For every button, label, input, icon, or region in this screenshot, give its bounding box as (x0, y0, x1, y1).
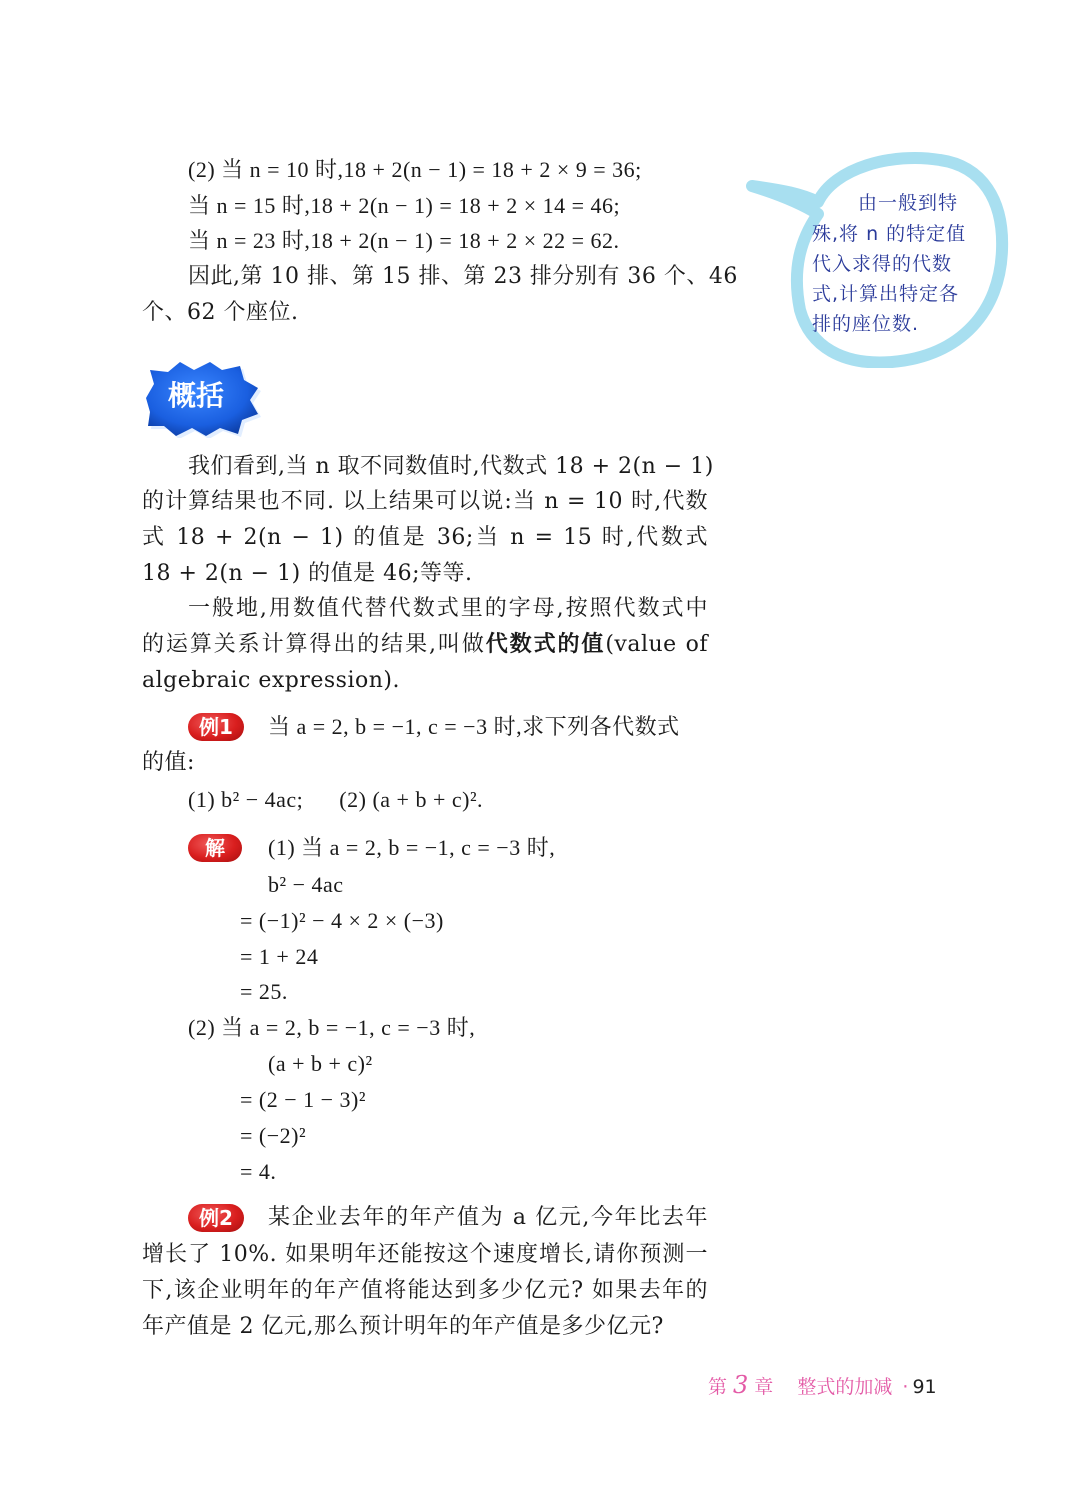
bubble-line-2: 殊,将 n 的特定值 (812, 223, 967, 245)
example-1-line-2: 的值: (142, 750, 195, 775)
definition-english: (value of (605, 632, 708, 657)
solution-line-7: (a + b + c)² (268, 1051, 373, 1076)
summary-p1-line-4: 18 + 2(n − 1) 的值是 46;等等. (142, 561, 473, 586)
example-2-line-4: 年产值是 2 亿元,那么预计明年的年产值是多少亿元? (142, 1314, 664, 1339)
example-2-line-2: 增长了 10%. 如果明年还能按这个速度增长,请你预测一 (142, 1242, 708, 1267)
example-2-line-3: 下,该企业明年的年产值将能达到多少亿元? 如果去年的 (142, 1278, 708, 1303)
example-1-line-1: 当 a = 2, b = −1, c = −3 时,求下列各代数式 (268, 714, 680, 739)
calc-line-n10: (2) 当 n = 10 时,18 + 2(n − 1) = 18 + 2 × 9 = 36; (188, 157, 642, 182)
bubble-line-3: 代入求得的代数 (812, 253, 953, 275)
bubble-line-1: 由一般到特 (858, 192, 959, 214)
solution-line-5: = 25. (240, 979, 288, 1004)
summary-p2-line-3: algebraic expression). (142, 668, 400, 693)
example-2-line-1: 某企业去年的年产值为 a 亿元,今年比去年 (268, 1205, 708, 1230)
solution-line-2: b² − 4ac (268, 872, 344, 897)
solution-line-8: = (2 − 1 − 3)² (240, 1087, 366, 1112)
solution-line-1: (1) 当 a = 2, b = −1, c = −3 时, (268, 835, 556, 860)
example-1-items: (1) b² − 4ac; (2) (a + b + c)². (188, 787, 484, 812)
summary-p2-line-1: 一般地,用数值代替代数式里的字母,按照代数式中 (188, 596, 708, 621)
solution-line-4: = 1 + 24 (240, 944, 319, 969)
definition-text: 的运算关系计算得出的结果,叫做 (142, 632, 486, 657)
bubble-line-4: 式,计算出特定各 (812, 283, 960, 305)
chapter-number: 3 (733, 1371, 749, 1399)
summary-p1-line-2: 的计算结果也不同. 以上结果可以说:当 n = 10 时,代数 (142, 489, 708, 514)
summary-title: 概括 (168, 379, 225, 412)
solution-line-6: (2) 当 a = 2, b = −1, c = −3 时, (188, 1015, 476, 1040)
calc-line-n23: 当 n = 23 时,18 + 2(n − 1) = 18 + 2 × 22 = 62. (188, 228, 620, 253)
example-1-badge: 例1 (188, 713, 244, 741)
chapter-suffix: 章 (754, 1376, 774, 1398)
bubble-line-5: 排的座位数. (812, 313, 920, 335)
page-footer (708, 1370, 937, 1400)
solution-badge: 解 (188, 834, 242, 862)
solution-line-3: = (−1)² − 4 × 2 × (−3) (240, 908, 444, 933)
page-number: 91 (912, 1376, 937, 1398)
example-2-badge: 例2 (188, 1204, 244, 1232)
calc-line-n15: 当 n = 15 时,18 + 2(n − 1) = 18 + 2 × 14 = 46; (188, 193, 621, 218)
definition-term: 代数式的值 (485, 632, 606, 657)
footer-dot: · (902, 1376, 909, 1398)
chapter-title: 整式的加减 (797, 1376, 893, 1398)
summary-p1-line-1: 我们看到,当 n 取不同数值时,代数式 18 + 2(n − 1) (188, 454, 714, 479)
summary-p1-line-3: 式 18 + 2(n − 1) 的值是 36;当 n = 15 时,代数式 (142, 525, 708, 550)
chapter-prefix: 第 (708, 1376, 728, 1398)
solution-line-10: = 4. (240, 1159, 277, 1184)
solution-line-9: = (−2)² (240, 1123, 307, 1148)
conclusion-line-2: 个、62 个座位. (142, 300, 299, 325)
conclusion-line-1: 因此,第 10 排、第 15 排、第 23 排分别有 36 个、46 (188, 264, 738, 289)
summary-p2-line-2 (142, 627, 708, 663)
